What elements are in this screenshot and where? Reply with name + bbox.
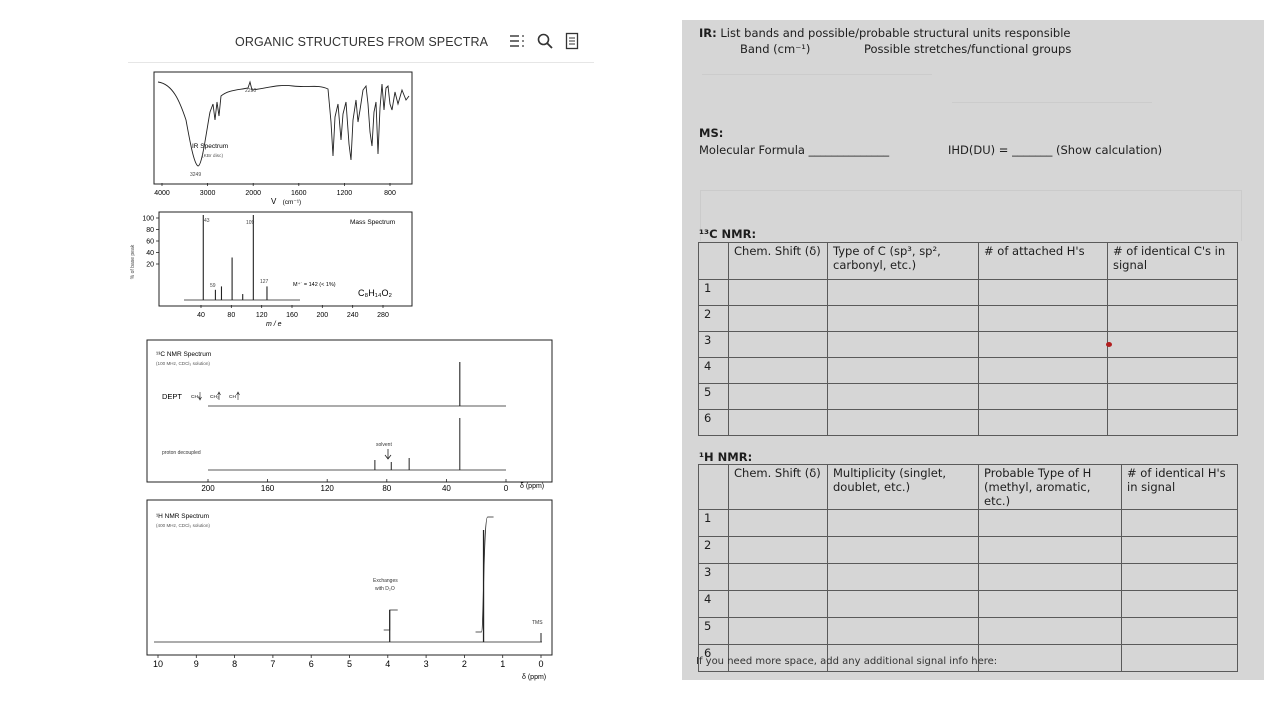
answer-cell[interactable] bbox=[979, 537, 1122, 564]
h1-header-cell: Probable Type of H (methyl, aromatic, etc.) bbox=[979, 465, 1122, 510]
c13-tick-label: 160 bbox=[260, 484, 275, 493]
answer-cell[interactable] bbox=[729, 280, 828, 306]
ms-x-label: m / e bbox=[266, 321, 282, 328]
c13-section-label: ¹³C NMR: bbox=[699, 227, 757, 241]
table-row bbox=[699, 280, 1238, 306]
ms-y-tick-label: 60 bbox=[146, 238, 154, 246]
c13-header-row bbox=[699, 243, 1238, 280]
answer-cell[interactable] bbox=[1108, 410, 1238, 436]
table-row bbox=[699, 306, 1238, 332]
answer-cell[interactable] bbox=[729, 332, 828, 358]
h1-header-cell: # of identical H's in signal bbox=[1122, 465, 1238, 510]
answer-cell[interactable] bbox=[828, 510, 979, 537]
row-number: 6 bbox=[699, 410, 729, 436]
ms-peak-label: 43 bbox=[204, 218, 210, 224]
solvent-arrow bbox=[385, 449, 391, 459]
ms-y-ticks bbox=[142, 216, 159, 269]
h1-tick-label: 2 bbox=[461, 659, 467, 669]
c13-tick-label: 120 bbox=[320, 484, 334, 493]
ms-peak-label: 127 bbox=[260, 279, 269, 285]
document-icon[interactable] bbox=[563, 32, 581, 50]
h1-title: ¹H NMR Spectrum bbox=[156, 513, 210, 520]
answer-cell[interactable] bbox=[729, 618, 828, 645]
molecular-formula-field[interactable]: Molecular Formula ______________ bbox=[699, 143, 890, 157]
h1-nmr-table bbox=[698, 464, 1238, 672]
answer-cell[interactable] bbox=[828, 358, 979, 384]
c13-tick-label: 40 bbox=[441, 484, 451, 493]
ms-x-ticks bbox=[197, 305, 389, 319]
ms-label: MS: bbox=[699, 126, 724, 140]
exchange-label-d2o: with D₂O bbox=[375, 586, 395, 592]
answer-cell[interactable] bbox=[979, 410, 1108, 436]
answer-cell[interactable] bbox=[979, 280, 1108, 306]
ihd-field[interactable]: IHD(DU) = _______ (Show calculation) bbox=[948, 143, 1163, 157]
row-number: 5 bbox=[699, 384, 729, 410]
c13-header-cell: # of attached H's bbox=[979, 243, 1108, 280]
ms-tick-label: 160 bbox=[286, 312, 298, 319]
dept-key-ch: CH bbox=[229, 395, 236, 400]
ir-tick-label: 800 bbox=[384, 190, 396, 197]
c13-subtitle: (100 MHz, CDCl₃ solution) bbox=[156, 361, 210, 366]
answer-cell[interactable] bbox=[1122, 645, 1238, 672]
ir-instruction-text: List bands and possible/probable structural units responsible bbox=[720, 26, 1071, 40]
show-through-mark bbox=[702, 70, 932, 78]
row-number: 6 bbox=[699, 645, 729, 672]
h1-tick-label: 9 bbox=[193, 659, 199, 669]
c13-traces bbox=[199, 362, 507, 470]
c13-x-ticks bbox=[201, 479, 508, 493]
table-row bbox=[699, 332, 1238, 358]
ms-tick-label: 200 bbox=[316, 312, 329, 319]
answer-cell[interactable] bbox=[729, 410, 828, 436]
show-through-table bbox=[700, 190, 1242, 241]
ms-formula: C₈H₁₄O₂ bbox=[358, 288, 392, 298]
c13-tick-label: 80 bbox=[382, 484, 392, 493]
dept-label: DEPT bbox=[162, 392, 183, 401]
c13-x-label: δ (ppm) bbox=[520, 483, 545, 490]
answer-cell[interactable] bbox=[729, 358, 828, 384]
solvent-label: solvent bbox=[376, 442, 392, 448]
answer-cell[interactable] bbox=[828, 332, 979, 358]
h1-section-label: ¹H NMR: bbox=[699, 450, 753, 464]
footer-note: If you need more space, add any additional signal info here: bbox=[696, 656, 998, 667]
ms-y-tick-label: 80 bbox=[146, 227, 154, 234]
answer-cell[interactable] bbox=[828, 384, 979, 410]
h1-tick-label: 7 bbox=[270, 659, 276, 669]
ir-instruction bbox=[699, 26, 1070, 40]
c13-title: ¹³C NMR Spectrum bbox=[156, 351, 212, 358]
table-row bbox=[699, 564, 1238, 591]
table-row bbox=[699, 510, 1238, 537]
answer-cell[interactable] bbox=[1108, 332, 1238, 358]
row-number: 2 bbox=[699, 306, 729, 332]
answer-cell[interactable] bbox=[1108, 384, 1238, 410]
ms-tick-label: 280 bbox=[377, 312, 389, 319]
answer-cell[interactable] bbox=[828, 306, 979, 332]
ink-spot bbox=[1106, 342, 1112, 347]
c13-header-cell: Chem. Shift (δ) bbox=[729, 243, 828, 280]
answer-cell[interactable] bbox=[1122, 591, 1238, 618]
c13-nmr-spectrum bbox=[147, 340, 552, 493]
list-menu-icon[interactable] bbox=[508, 32, 526, 50]
answer-cell[interactable] bbox=[828, 564, 979, 591]
proton-decoupled-label: proton decoupled bbox=[162, 450, 201, 456]
answer-cell[interactable] bbox=[729, 591, 828, 618]
h1-tick-label: 8 bbox=[232, 659, 238, 669]
answer-cell[interactable] bbox=[729, 510, 828, 537]
dept-key-ch2: CH₂ bbox=[210, 395, 219, 400]
h1-integral bbox=[384, 610, 398, 630]
answer-cell[interactable] bbox=[828, 410, 979, 436]
band-header: Band (cm⁻¹) bbox=[740, 42, 811, 56]
answer-cell[interactable] bbox=[1108, 306, 1238, 332]
h1-x-label: δ (ppm) bbox=[522, 674, 547, 681]
table-row bbox=[699, 591, 1238, 618]
ms-tick-label: 120 bbox=[255, 312, 268, 319]
h1-tick-label: 10 bbox=[152, 659, 164, 669]
answer-cell[interactable] bbox=[979, 510, 1122, 537]
answer-cell[interactable] bbox=[979, 306, 1108, 332]
tms-label: TMS bbox=[532, 620, 543, 626]
row-number: 2 bbox=[699, 537, 729, 564]
answer-cell[interactable] bbox=[828, 618, 979, 645]
dept-key-arrow bbox=[237, 392, 240, 400]
spectra-panel bbox=[128, 20, 594, 690]
ir-tick-label: 1600 bbox=[291, 190, 307, 197]
h1-tick-label: 4 bbox=[385, 659, 391, 669]
ms-tick-label: 240 bbox=[346, 312, 359, 319]
ir-tick-label: 3000 bbox=[199, 190, 216, 197]
answer-cell[interactable] bbox=[729, 306, 828, 332]
row-number: 4 bbox=[699, 358, 729, 384]
show-through-mark bbox=[952, 98, 1152, 106]
c13-header-cell: # of identical C's in signal bbox=[1108, 243, 1238, 280]
h1-subtitle: (400 MHz, CDCl₃ solution) bbox=[156, 523, 210, 528]
row-number: 1 bbox=[699, 280, 729, 306]
dept-key-ch3: CH₃ bbox=[191, 395, 200, 400]
row-number: 3 bbox=[699, 332, 729, 358]
h1-traces bbox=[154, 517, 542, 642]
table-row bbox=[699, 384, 1238, 410]
answer-cell[interactable] bbox=[979, 564, 1122, 591]
h1-integral bbox=[476, 517, 494, 632]
stretches-header: Possible stretches/functional groups bbox=[864, 42, 1072, 56]
ir-peak-label: 3249 bbox=[190, 172, 202, 178]
ir-x-ticks bbox=[154, 183, 396, 197]
answer-cell[interactable] bbox=[979, 332, 1108, 358]
h1-tick-label: 5 bbox=[346, 659, 353, 669]
answer-cell[interactable] bbox=[979, 618, 1122, 645]
h1-tick-label: 1 bbox=[500, 659, 506, 669]
h1-tick-label: 0 bbox=[538, 659, 544, 669]
answer-cell[interactable] bbox=[1122, 510, 1238, 537]
row-number: 1 bbox=[699, 510, 729, 537]
answer-cell[interactable] bbox=[828, 280, 979, 306]
h1-x-ticks bbox=[153, 655, 544, 669]
ir-tick-label: 2000 bbox=[245, 190, 261, 197]
panel-header bbox=[128, 20, 594, 63]
h1-header-row bbox=[699, 465, 1238, 510]
table-row bbox=[699, 410, 1238, 436]
table-row bbox=[699, 537, 1238, 564]
ms-tick-label: 80 bbox=[227, 312, 236, 319]
c13-header-cell: Type of C (sp³, sp², carbonyl, etc.) bbox=[828, 243, 979, 280]
ms-y-tick-label: 20 bbox=[146, 261, 154, 269]
answer-cell[interactable] bbox=[1122, 564, 1238, 591]
ir-trace bbox=[158, 82, 409, 166]
row-number: 4 bbox=[699, 591, 729, 618]
answer-cell[interactable] bbox=[979, 358, 1108, 384]
ms-y-tick-label: 40 bbox=[146, 250, 154, 257]
exchange-label: Exchanges bbox=[373, 578, 398, 584]
c13-tick-label: 200 bbox=[201, 484, 215, 493]
ir-peak-label: 2290 bbox=[245, 88, 257, 94]
h1-tick-label: 6 bbox=[308, 659, 314, 669]
answer-cell[interactable] bbox=[1108, 280, 1238, 306]
ir-subtitle: (KBr disc) bbox=[202, 154, 224, 159]
worksheet-photo bbox=[682, 20, 1264, 680]
ms-tick-label: 40 bbox=[197, 312, 205, 319]
answer-cell[interactable] bbox=[828, 591, 979, 618]
ir-title: IR Spectrum bbox=[192, 143, 229, 150]
mass-spectrum bbox=[130, 212, 412, 328]
c13-tick-label: 0 bbox=[503, 484, 509, 493]
h1-header-cell: Chem. Shift (δ) bbox=[729, 465, 828, 510]
ir-tick-label: 4000 bbox=[154, 190, 170, 197]
answer-cell[interactable] bbox=[1108, 358, 1238, 384]
ms-molecular-ion: M⁺˙ = 142 (< 1%) bbox=[293, 282, 336, 288]
ms-title: Mass Spectrum bbox=[350, 219, 396, 226]
answer-cell[interactable] bbox=[828, 537, 979, 564]
h1-header-cell bbox=[699, 465, 729, 510]
ms-y-label: % of base peak bbox=[130, 244, 136, 280]
h1-nmr-spectrum bbox=[147, 500, 552, 681]
row-number: 5 bbox=[699, 618, 729, 645]
c13-header-cell bbox=[699, 243, 729, 280]
table-row bbox=[699, 618, 1238, 645]
ir-label: IR: bbox=[699, 26, 717, 40]
ir-x-axis-label bbox=[271, 197, 301, 206]
search-icon[interactable] bbox=[536, 32, 554, 50]
answer-cell[interactable] bbox=[979, 645, 1122, 672]
page-title: ORGANIC STRUCTURES FROM SPECTRA bbox=[235, 35, 489, 49]
ir-axis-symbol: V bbox=[271, 197, 277, 206]
answer-cell[interactable] bbox=[1122, 537, 1238, 564]
row-number: 3 bbox=[699, 564, 729, 591]
answer-cell[interactable] bbox=[979, 591, 1122, 618]
h1-tick-label: 3 bbox=[423, 659, 429, 669]
ir-spectrum bbox=[154, 72, 412, 206]
h1-header-cell: Multiplicity (singlet, doublet, etc.) bbox=[828, 465, 979, 510]
answer-cell[interactable] bbox=[729, 384, 828, 410]
answer-cell[interactable] bbox=[729, 537, 828, 564]
ir-axis-unit: (cm⁻¹) bbox=[282, 199, 302, 206]
answer-cell[interactable] bbox=[1122, 618, 1238, 645]
table-row bbox=[699, 358, 1238, 384]
ms-y-tick-label: 100 bbox=[142, 215, 154, 223]
answer-cell[interactable] bbox=[729, 564, 828, 591]
ms-peak-label: 109 bbox=[246, 220, 255, 226]
c13-nmr-table bbox=[698, 242, 1238, 436]
spectra-figure bbox=[128, 62, 594, 690]
answer-cell[interactable] bbox=[979, 384, 1108, 410]
ir-tick-label: 1200 bbox=[336, 190, 353, 197]
ms-peak-label: 59 bbox=[210, 283, 216, 289]
